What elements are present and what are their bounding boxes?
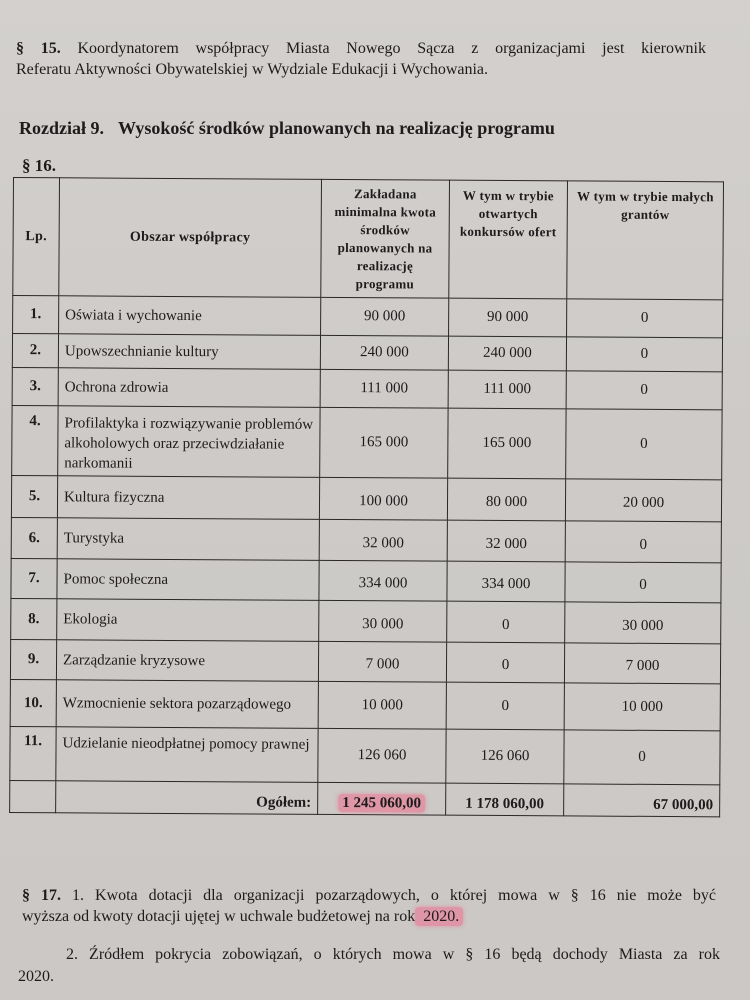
cell-open-competitions: 240 000 [448,336,566,371]
cell-area: Profilaktyka i rozwiązywanie problemów alkoholowych oraz przeciwdziałanie narkomanii [58,406,320,478]
cell-lp: 9. [10,639,56,679]
cell-area: Kultura fizyczna [57,476,319,520]
paragraph-17-line-2 [22,907,463,926]
total-small-grants: 67 000,00 [564,784,720,817]
table-row [10,639,720,683]
budget-table [9,177,724,817]
cell-small-grants: 0 [565,521,721,563]
cell-area: Zarządzanie kryzysowe [56,640,318,682]
cell-lp: 7. [11,558,57,598]
paragraph-17-point-2-line-1: 2. Źródłem pokrycia zobowiązań, o których mowa w § 16 będą dochody Miasta za rok [66,946,720,963]
cell-small-grants: 0 [564,730,720,785]
cell-min-amount: 126 060 [318,728,446,783]
table-row [12,405,722,479]
cell-min-amount: 10 000 [318,681,446,729]
cell-small-grants: 0 [566,337,722,372]
cell-area: Pomoc społeczna [57,559,319,601]
paragraph-15-text-1: Koordynatorem współpracy Miasta Nowego Sącza z organizacjami jest kierownik [77,40,706,57]
section-mark-17: § 17. [22,887,61,904]
paragraph-17-line-2-text: wyższa od kwoty dotacji ujętej w uchwale budżetowej na rok [22,908,416,925]
paragraph-15-line-1 [16,38,706,59]
cell-area: Upowszechnianie kultury [58,334,320,370]
table-header-row [13,178,724,300]
cell-lp: 11. [10,726,56,780]
cell-min-amount: 334 000 [319,560,447,601]
cell-lp: 1. [13,296,59,334]
paragraph-17-point-1-text: 1. Kwota dotacji dla organizacji pozarządowych, o której mowa w § 16 nie może być [72,887,717,904]
chapter-title: Wysokość środków planowanych na realizację programu [118,118,555,138]
cell-small-grants: 20 000 [565,479,721,522]
paragraph-17-point-1 [22,885,716,927]
chapter-number: Rozdział 9. [19,118,104,138]
table-row [12,334,722,372]
cell-min-amount: 165 000 [320,407,448,478]
cell-small-grants: 0 [566,371,722,410]
cell-area: Wzmocnienie sektora pozarządowego [56,680,318,729]
cell-lp: 2. [12,334,58,368]
table-row [10,726,720,784]
total-min-amount-cell [318,782,446,815]
table-total-row [10,780,720,816]
table-row [10,679,720,730]
section-mark-15: § 15. [16,40,61,57]
total-open-competitions: 1 178 060,00 [446,783,564,816]
paragraph-17-point-2 [18,944,720,988]
cell-open-competitions: 32 000 [447,520,565,562]
cell-open-competitions: 80 000 [447,478,565,521]
cell-area: Turystyka [57,518,319,561]
section-mark-16: § 16. [22,156,56,175]
table-row [13,296,723,338]
table-row [11,598,721,643]
cell-min-amount: 240 000 [320,335,448,370]
paragraph-15-line-2: Referatu Aktywności Obywatelskiej w Wydziale Edukacji i Wychowania. [16,61,489,78]
total-min-amount-highlight: 1 245 060,00 [338,794,425,813]
cell-lp: 6. [11,517,57,558]
cell-open-competitions: 126 060 [446,729,564,784]
table-row [12,367,722,409]
total-label: Ogółem: [56,781,318,815]
cell-small-grants: 30 000 [565,602,721,644]
cell-lp: 3. [12,367,58,405]
year-highlight: 2020. [415,907,463,926]
cell-small-grants: 0 [567,299,723,338]
cell-min-amount: 32 000 [319,519,447,561]
cell-min-amount: 7 000 [318,641,446,682]
cell-area: Udzielanie nieodpłatnej pomocy prawnej [56,727,318,783]
cell-open-competitions: 334 000 [447,561,565,602]
cell-small-grants: 0 [566,409,722,480]
header-open-competitions: W tym w trybie otwartych konkursów ofert [449,180,568,299]
cell-open-competitions: 90 000 [449,298,567,337]
cell-lp: 8. [11,598,57,639]
cell-lp: 10. [10,679,56,726]
table-row [11,475,721,521]
table-row [11,558,721,602]
cell-area: Oświata i wychowanie [59,296,321,336]
cell-min-amount: 90 000 [321,297,449,336]
cell-lp: 5. [11,475,57,517]
cell-small-grants: 0 [565,562,721,603]
header-area: Obszar współpracy [59,178,322,298]
cell-small-grants: 10 000 [564,683,720,731]
cell-min-amount: 111 000 [320,369,448,408]
paragraph-15 [16,38,706,80]
cell-total-empty [10,780,56,812]
cell-small-grants: 7 000 [564,643,720,684]
cell-min-amount: 100 000 [319,477,447,520]
cell-open-competitions: 0 [447,601,565,643]
cell-open-competitions: 165 000 [448,408,566,479]
cell-area: Ochrona zdrowia [58,368,320,408]
chapter-heading [19,118,555,139]
paragraph-17-line-1 [22,885,716,906]
cell-open-competitions: 0 [446,642,564,683]
header-small-grants: W tym w trybie małych grantów [567,181,724,300]
header-lp: Lp. [13,178,60,296]
cell-open-competitions: 111 000 [448,370,566,409]
cell-lp: 4. [12,405,58,475]
paragraph-17-point-2-line-2: 2020. [18,968,54,985]
cell-area: Ekologia [57,599,319,642]
cell-open-competitions: 0 [446,682,564,730]
table-row [11,517,721,562]
cell-min-amount: 30 000 [319,600,447,642]
header-min-amount: Zakładana minimalna kwota środków planowanych na realizację programu [321,179,450,298]
